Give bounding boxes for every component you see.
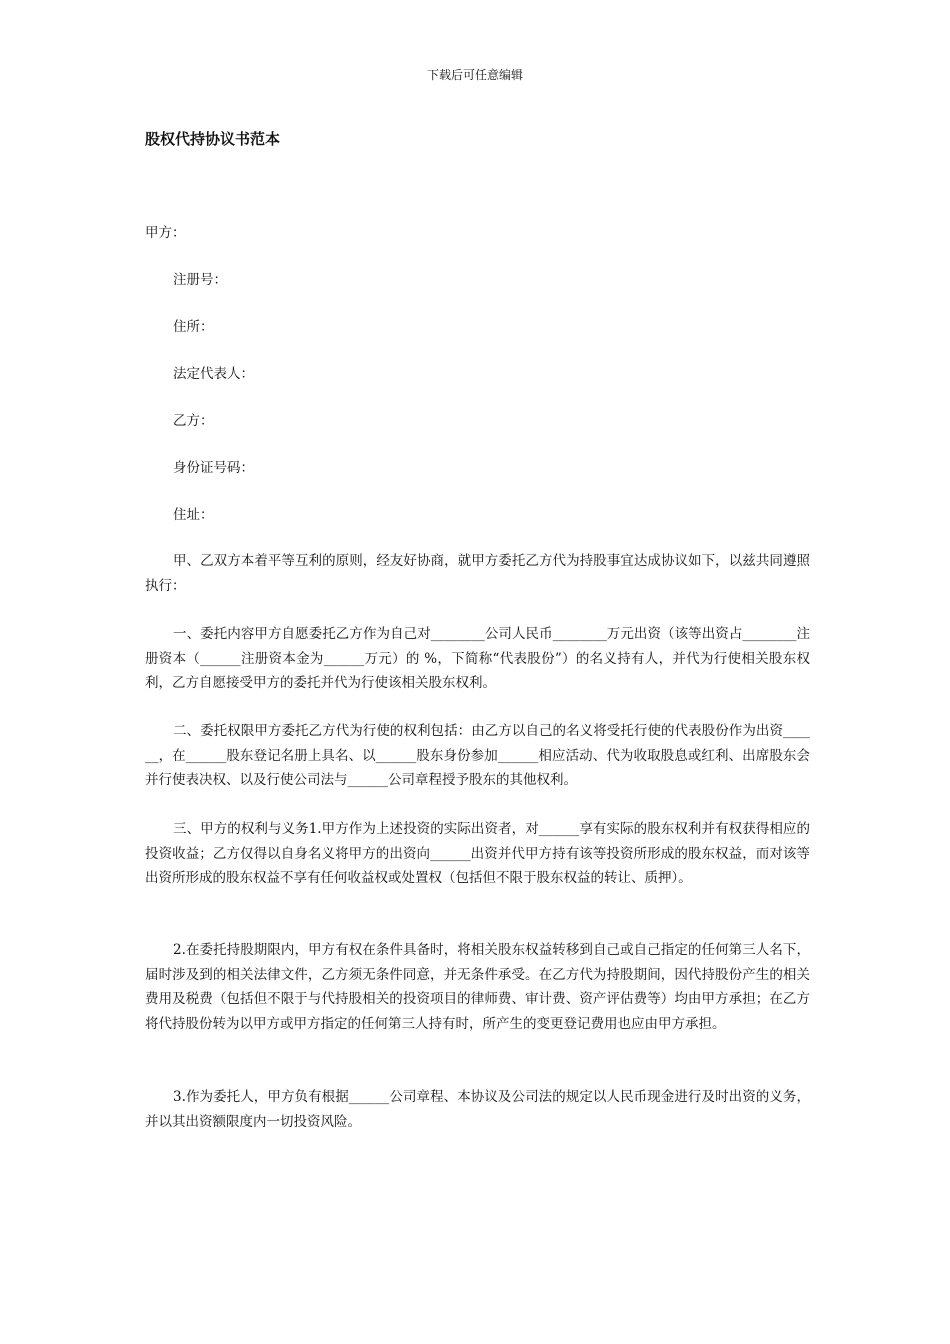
party-a-legal-rep: 法定代表人：	[173, 366, 254, 382]
party-b-address: 住址：	[173, 507, 214, 523]
party-a-label: 甲方：	[145, 225, 186, 241]
header-note: 下载后可任意编辑	[426, 68, 523, 82]
document-title: 股权代持协议书范本	[145, 130, 281, 148]
preamble-paragraph: 甲、乙双方本着平等互利的原则，经友好协商，就甲方委托乙方代为持股事宜达成协议如下，以兹共同遵照执行：	[145, 553, 810, 594]
party-b-id-no: 身份证号码：	[173, 460, 254, 476]
clause-1-paragraph: 一、委托内容甲方自愿委托乙方作为自己对________公司人民币________万元出资（该等出资占________注册资本（______注册资本金为______万元）的 %，下简称“代表股份”）的名义持有人，并代为行使相关股东权利，乙方自愿接受甲方的委托并代为行使该相关股东权利。	[145, 626, 810, 691]
party-a-address: 住所：	[173, 319, 214, 335]
clause-3-3-paragraph: 3.作为委托人，甲方负有根据______公司章程、本协议及公司法的规定以人民币现金进行及时出资的义务，并以其出资额限度内一切投资风险。	[145, 1089, 810, 1130]
clause-2-paragraph: 二、委托权限甲方委托乙方代为行使的权利包括：由乙方以自己的名义将受托行使的代表股份作为出资______，在______股东登记名册上具名、以______股东身份参加______相应活动、代为收取股息或红利、出席股东会并行使表决权、以及行使公司法与______公司章程授予股东的其他权利。	[145, 723, 810, 788]
party-a-registration-no: 注册号：	[173, 272, 227, 288]
clause-3-paragraph: 三、甲方的权利与义务1.甲方作为上述投资的实际出资者，对______享有实际的股东权利并有权获得相应的投资收益；乙方仅得以自身名义将甲方的出资向______出资并代甲方持有该等投资所形成的股东权益，而对该等出资所形成的股东权益不享有任何收益权或处置权（包括但不限于股东权益的转让、质押）。	[145, 821, 810, 886]
clause-3-2-paragraph: 2.在委托持股期限内，甲方有权在条件具备时，将相关股东权益转移到自己或自己指定的任何第三人名下，届时涉及到的相关法律文件，乙方须无条件同意，并无条件承受。在乙方代为持股期间，因代持股份产生的相关费用及税费（包括但不限于与代持股相关的投资项目的律师费、审计费、资产评估费等）均由甲方承担；在乙方将代持股份转为以甲方或甲方指定的任何第三人持有时，所产生的变更登记费用也应由甲方承担。	[145, 942, 810, 1032]
party-b-label: 乙方：	[173, 413, 214, 429]
